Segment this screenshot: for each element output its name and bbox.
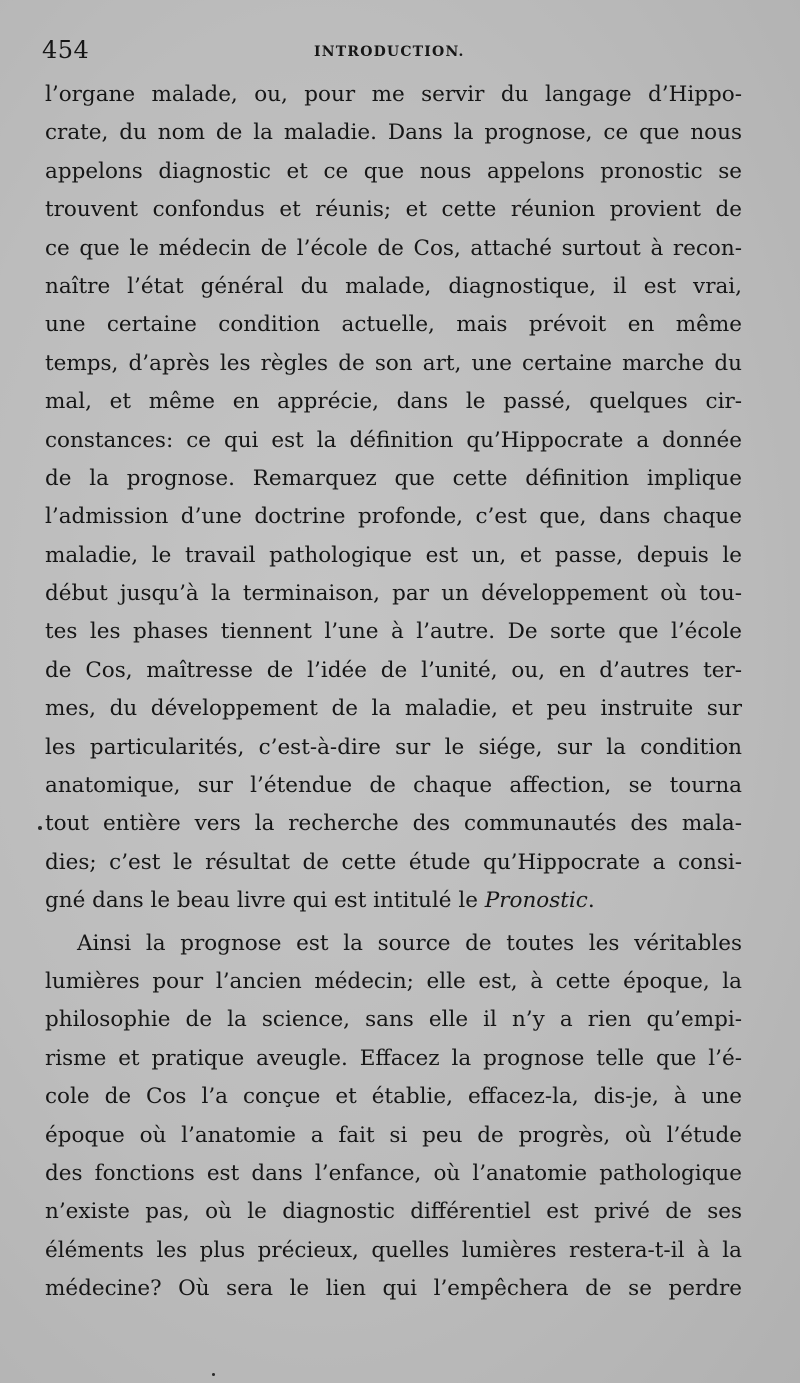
- page-number: 454: [42, 36, 90, 64]
- ink-speck: [38, 826, 42, 830]
- running-head: [42, 36, 742, 66]
- body-text: [45, 76, 742, 1309]
- text-line: tes les phases tiennent l’une à l’autre. De sorte que l’école: [45, 619, 742, 645]
- text-line: n’existe pas, où le diagnostic différentiel est privé de ses: [45, 1199, 742, 1225]
- paragraph-1: [45, 76, 742, 921]
- text-line: éléments les plus précieux, quelles lumières restera-t-il à la: [45, 1237, 742, 1263]
- text-line: époque où l’anatomie a fait si peu de progrès, où l’étude: [45, 1122, 742, 1148]
- text-line-last: [45, 882, 742, 920]
- text-line: de la prognose. Remarquez que cette définition implique: [45, 465, 742, 491]
- text-line: maladie, le travail pathologique est un, et passe, depuis le: [45, 542, 742, 568]
- text-line: constances: ce qui est la définition qu’Hippocrate a donnée: [45, 427, 742, 453]
- text-line: ce que le médecin de l’école de Cos, attaché surtout à recon-: [45, 235, 742, 261]
- text-line: crate, du nom de la maladie. Dans la prognose, ce que nous: [45, 120, 742, 146]
- running-title: INTRODUCTION.: [314, 44, 465, 60]
- ink-speck: [212, 1373, 215, 1376]
- text-line: tout entière vers la recherche des communautés des mala-: [45, 811, 742, 837]
- text-line: temps, d’après les règles de son art, une certaine marche du: [45, 350, 742, 376]
- text-line: les particularités, c’est-à-dire sur le siége, sur la condition: [45, 734, 742, 760]
- text-line: Ainsi la prognose est la source de toutes les véritables: [77, 930, 742, 956]
- text-line: cole de Cos l’a conçue et établie, effacez-la, dis-je, à une: [45, 1084, 742, 1110]
- text-line: naître l’état général du malade, diagnostique, il est vrai,: [45, 273, 742, 299]
- text-run: gné dans le beau livre qui est intitulé le: [45, 888, 485, 914]
- text-line: l’admission d’une doctrine profonde, c’est que, dans chaque: [45, 504, 742, 530]
- text-line: des fonctions est dans l’enfance, où l’anatomie pathologique: [45, 1160, 742, 1186]
- text-line: mes, du développement de la maladie, et peu instruite sur: [45, 696, 742, 722]
- text-line: médecine? Où sera le lien qui l’empêchera de se perdre: [45, 1276, 742, 1302]
- text-line: anatomique, sur l’étendue de chaque affection, se tourna: [45, 773, 742, 799]
- paragraph-2: [45, 925, 742, 1309]
- text-line: début jusqu’à la terminaison, par un développement où tou-: [45, 581, 742, 607]
- text-line: risme et pratique aveugle. Effacez la prognose telle que l’é-: [45, 1045, 742, 1071]
- text-line: lumières pour l’ancien médecin; elle est, à cette époque, la: [45, 968, 742, 994]
- text-line: mal, et même en apprécie, dans le passé, quelques cir-: [45, 389, 742, 415]
- text-line: l’organe malade, ou, pour me servir du langage d’Hippo-: [45, 82, 742, 107]
- book-title-pronostic: Pronostic: [484, 888, 588, 914]
- text-line: trouvent confondus et réunis; et cette réunion provient de: [45, 197, 742, 223]
- text-line: philosophie de la science, sans elle il n’y a rien qu’empi-: [45, 1007, 742, 1033]
- text-line: appelons diagnostic et ce que nous appelons pronostic se: [45, 158, 742, 184]
- text-line: de Cos, maîtresse de l’idée de l’unité, ou, en d’autres ter-: [45, 657, 742, 683]
- text-run: .: [587, 888, 595, 914]
- text-line: dies; c’est le résultat de cette étude qu’Hippocrate a consi-: [45, 849, 742, 875]
- text-line: une certaine condition actuelle, mais prévoit en même: [45, 312, 742, 338]
